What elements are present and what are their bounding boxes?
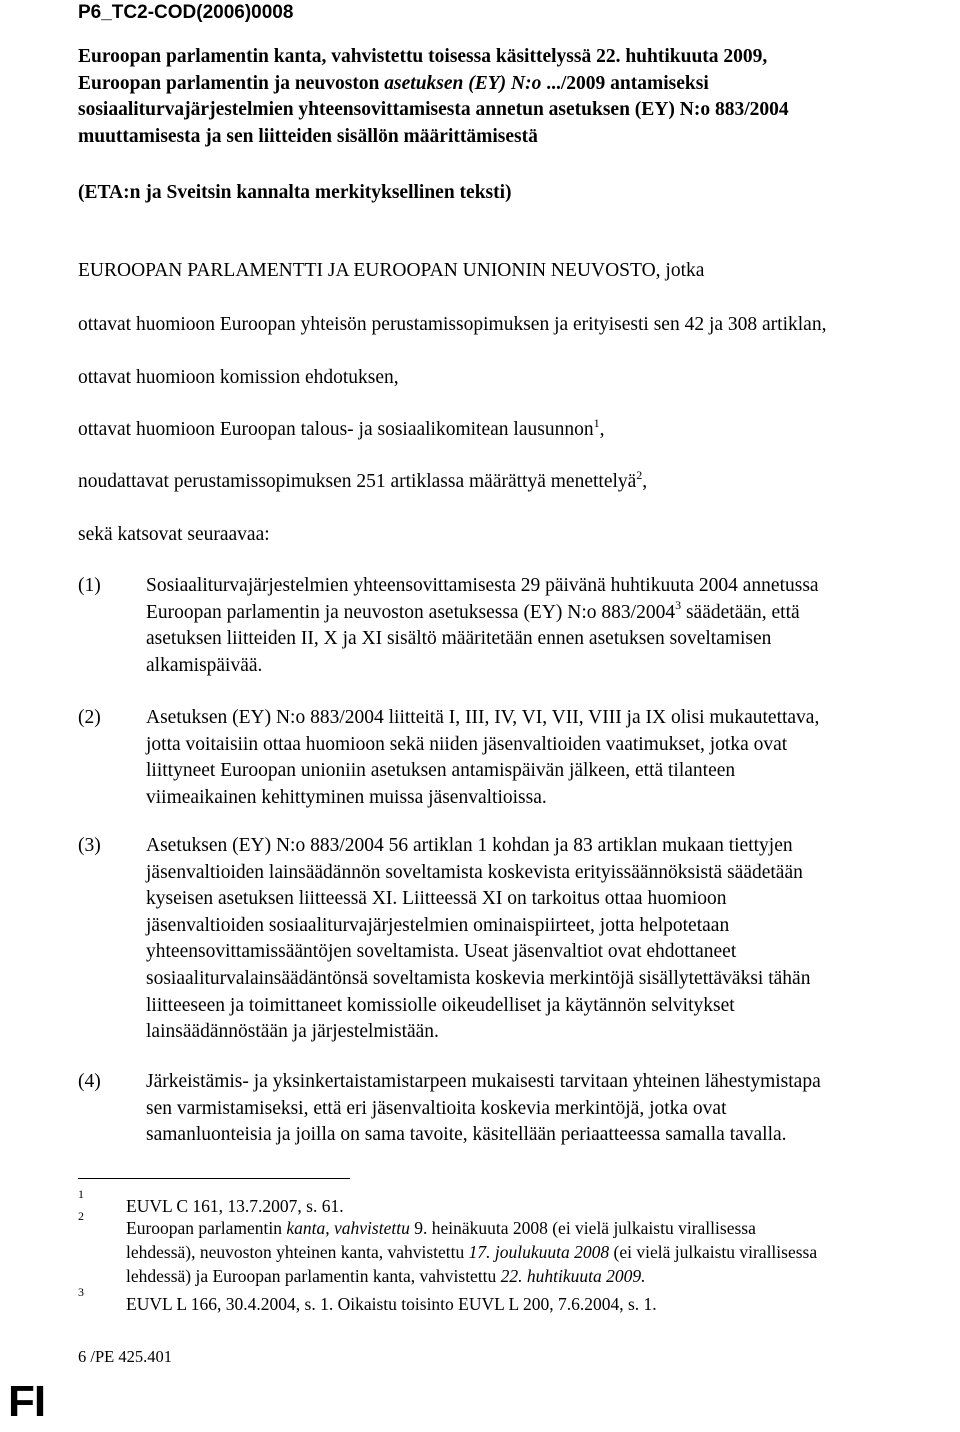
footnote-separator [78,1178,350,1179]
footnote-text [126,1216,817,1288]
footnote-ref-3: 3 [675,598,682,613]
recital-line: Asetuksen (EY) N:o 883/2004 56 artiklan 1 kohdan ja 83 artiklan mukaan tiettyjen [146,835,793,856]
title-line-4: muuttamisesta ja sen liitteiden sisällön määrittämisestä [78,125,538,147]
footnote-segment: lehdessä), neuvoston yhteinen kanta, vahvistettu [126,1242,469,1262]
recital-line: viimeaikainen kehittyminen muissa jäsenvaltioissa. [146,786,547,808]
footnote-italic: 22. huhtikuuta 2009. [500,1266,646,1286]
footnote-text [126,1194,344,1218]
title-line-2-suffix: .../2009 antamiseksi [541,72,709,94]
document-reference: P6_TC2-COD(2006)0008 [78,2,294,23]
recital-line: Järkeistämis- ja yksinkertaistamistarpeen mukaisesti tarvitaan yhteinen lähestymistapa [146,1071,821,1092]
footnote-line [126,1240,817,1264]
recital-text [146,705,819,811]
recital-line: Sosiaaliturvajärjestelmien yhteensovittamisesta 29 päivänä huhtikuuta 2004 annetussa [146,575,819,596]
recital-line: yhteensovittamissääntöjen soveltamista. Useat jäsenvaltiot ovat ehdottaneet [146,941,737,963]
footnote-number: 3 [78,1285,84,1299]
recital-number: (1) [78,575,101,596]
footnote-line: EUVL L 166, 30.4.2004, s. 1. Oikaistu toisinto EUVL L 200, 7.6.2004, s. 1. [126,1294,657,1314]
footnote-number: 2 [78,1209,84,1223]
citation-commission: ottavat huomioon komission ehdotuksen, [78,367,399,388]
recital-line-end: säädetään, että [681,601,800,623]
recital-line: samanluonteisia ja joilla on sama tavoite, käsitellään periaatteessa samalla tavalla. [146,1124,787,1146]
footnote-line [126,1264,817,1288]
recital-line: liitteeseen ja toimittaneet komissiolle oikeudelliset ja käytännön selvitykset [146,994,735,1016]
citation-treaty: ottavat huomioon Euroopan yhteisön perustamissopimuksen ja erityisesti sen 42 ja 308 artiklan, [78,314,827,335]
language-code: FI [8,1377,46,1426]
citation-procedure-end: , [642,471,648,492]
title-line-2-italic: asetuksen (EY) N:o [384,72,542,94]
recital-line: alkamispäivää. [146,654,263,676]
footnote-segment: lehdessä) ja Euroopan parlamentin kanta, vahvistettu [126,1266,501,1286]
page-number: 6 /PE 425.401 [78,1347,172,1366]
recital-number: (3) [78,835,101,856]
recital-line: asetuksen liitteiden II, X ja XI sisältö määritetään ennen asetuksen soveltamisen [146,628,772,650]
title-line-1: Euroopan parlamentin kanta, vahvistettu toisessa käsittelyssä 22. huhtikuuta 2009, [78,46,768,67]
recital-line: liittyneet Euroopan unioniin asetuksen antamispäivän jälkeen, että tilanteen [146,760,736,782]
footnote-ref-1: 1 [593,415,600,430]
title-line-2 [78,71,938,98]
recital-line: Asetuksen (EY) N:o 883/2004 liitteitä I, III, IV, VI, VII, VIII ja IX olisi mukautettava, [146,707,820,728]
document-page [8,0,938,1432]
recital-line: lainsäädännöstään ja järjestelmistään. [146,1021,439,1043]
recital-line: sen varmistamiseksi, että eri jäsenvaltioita koskevia merkintöjä, jotka ovat [146,1097,727,1119]
footnote-segment: Euroopan parlamentin [126,1218,287,1238]
citation-esc-text: ottavat huomioon Euroopan talous- ja sosiaalikomitean lausunnon [78,419,594,440]
recital-line: sosiaaliturvalainsäädäntönsä soveltamista koskevia merkintöjä sisällytettäväksi tähän [146,967,811,989]
recital-line: jotta voitaisiin ottaa huomioon sekä niiden jäsenvaltioiden vaatimukset, jotka ovat [146,733,788,755]
recital-number: (4) [78,1071,101,1092]
title-line-3: sosiaaliturvajärjestelmien yhteensovittamisesta annetun asetuksen (EY) N:o 883/2004 [78,99,789,120]
document-title [78,44,938,150]
recital-text [146,833,810,1046]
footnote-italic: kanta, vahvistettu [286,1218,410,1238]
preamble-authors: EUROOPAN PARLAMENTTI JA EUROOPAN UNIONIN NEUVOSTO, jotka [78,260,705,281]
recital-number: (2) [78,707,101,728]
whereas-intro: sekä katsovat seuraavaa: [78,524,270,545]
footnote-text [126,1292,657,1316]
recital-text [146,573,819,679]
recital-line-text: Euroopan parlamentin ja neuvoston asetuksessa (EY) N:o 883/2004 [146,601,676,623]
title-line-2-prefix: Euroopan parlamentin ja neuvoston [78,72,385,94]
footnote-italic: 17. joulukuuta 2008 [468,1242,610,1262]
recital-text [146,1069,821,1149]
recital-line: jäsenvaltioiden sosiaaliturvajärjestelmien ominaispiirteet, jotta helpotetaan [146,914,730,936]
citation-esc [78,417,604,443]
footnote-line [126,1216,817,1240]
recital-line: jäsenvaltioiden lainsäädännön soveltamista koskevista erityissäännöksistä säädetään [146,861,803,883]
footnote-number: 1 [78,1187,84,1201]
recital-line [146,600,819,627]
eea-relevance-subtitle: (ETA:n ja Sveitsin kannalta merkityksellinen teksti) [78,182,512,203]
recital-line: kyseisen asetuksen liitteessä XI. Liitteessä XI on tarkoitus ottaa huomioon [146,888,727,910]
citation-esc-end: , [599,419,605,440]
footnote-ref-2: 2 [636,467,643,482]
citation-procedure [78,469,647,495]
footnote-line: EUVL C 161, 13.7.2007, s. 61. [126,1196,344,1216]
footnote-segment: (ei vielä julkaistu virallisessa [609,1242,818,1262]
citation-procedure-text: noudattavat perustamissopimuksen 251 artiklassa määrättyä menettelyä [78,471,637,492]
footnote-segment: 9. heinäkuuta 2008 (ei vielä julkaistu virallisessa [409,1218,756,1238]
